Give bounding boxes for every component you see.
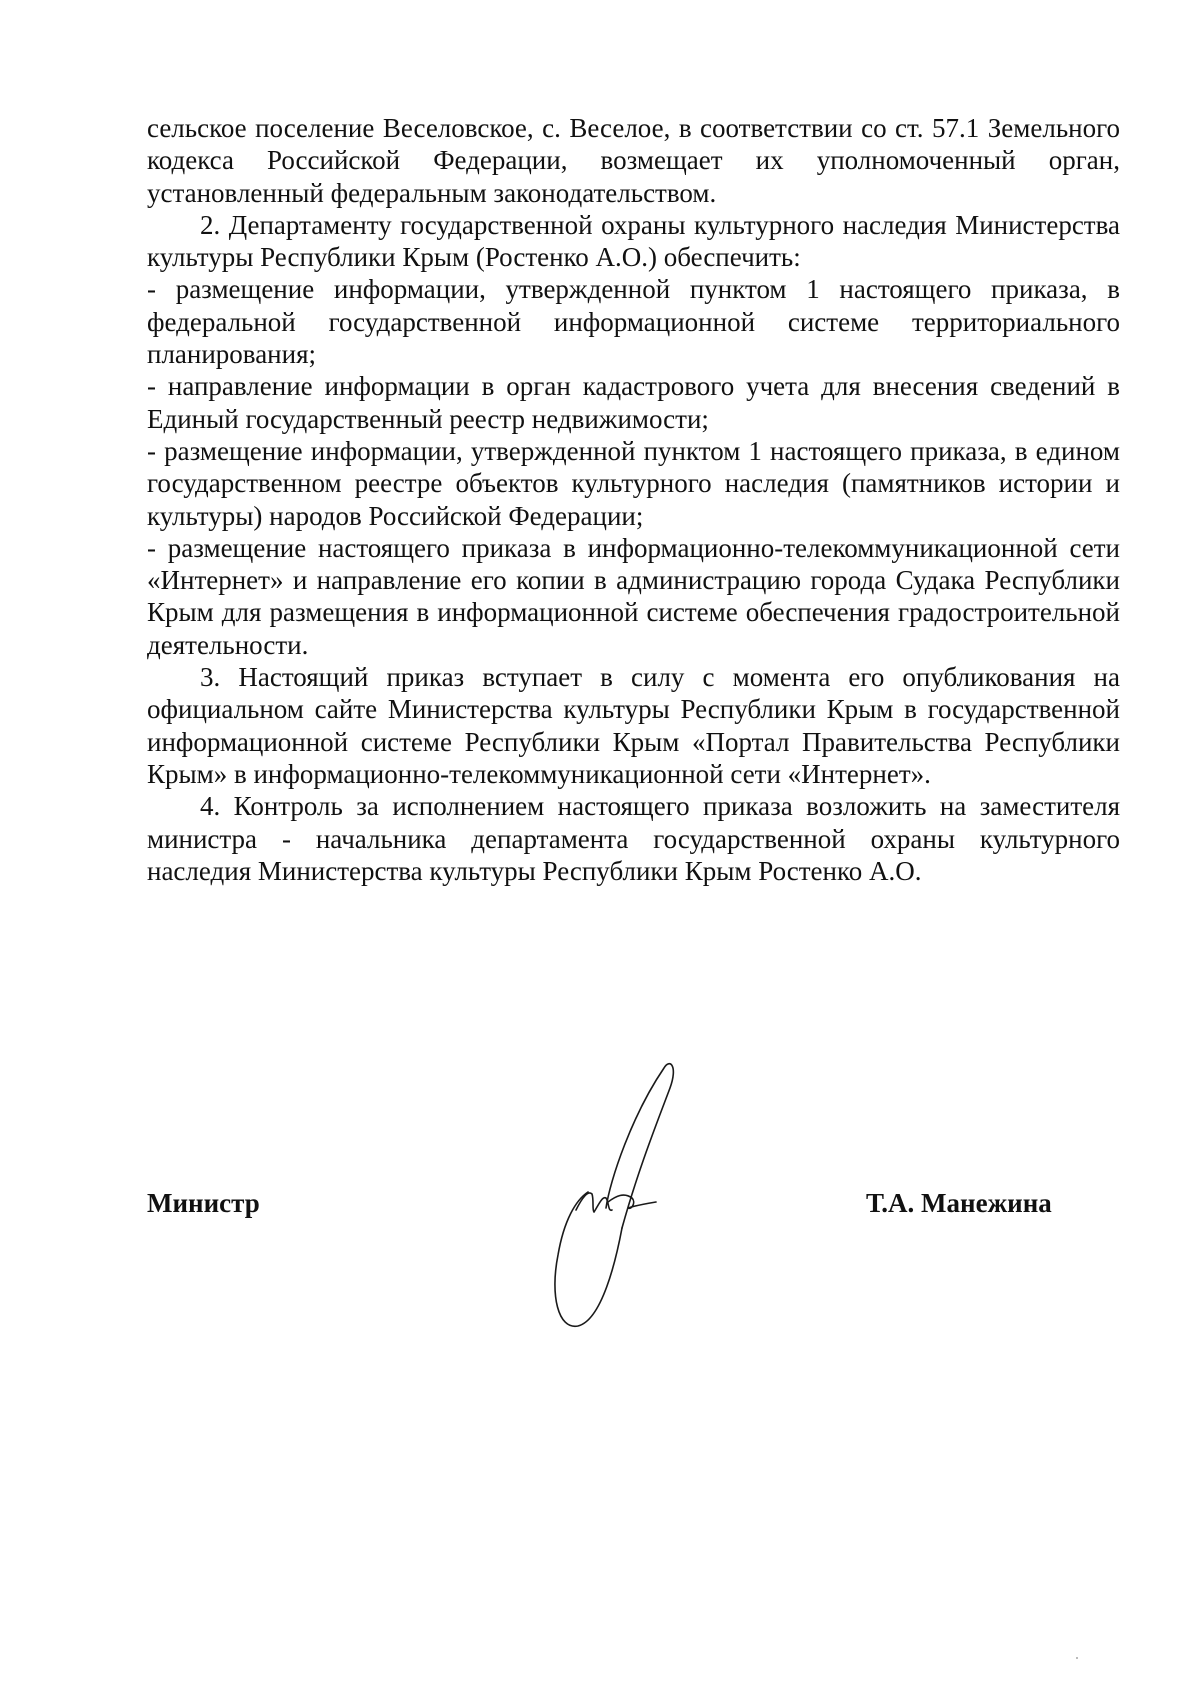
signatory-name: Т.А. Манежина [866,1188,1052,1218]
paragraph-item-3: 3. Настоящий приказ вступает в силу с момента его опубликования на официальном сайте Министерства культуры Республики Крым в государственной информационной системе Республики Крым «Портал Правительства Республики Крым» в информационно-телекоммуникационной сети «Интернет». [147,662,1120,789]
bullet-item-placement-fgis: - размещение информации, утвержденной пунктом 1 настоящего приказа, в федеральной государственной информационной системе территориального планирования; [147,274,1120,370]
paragraph-continuation: сельское поселение Веселовское, с. Веселое, в соответствии со ст. 57.1 Земельного кодекса Российской Федерации, возмещает их уполномоченный орган, установленный федеральным законодательством. [147,113,1120,208]
handwritten-signature [548,1060,728,1330]
scan-speck [1076,1657,1078,1659]
bullet-item-cadastral: - направление информации в орган кадастрового учета для внесения сведений в Единый государственный реестр недвижимости; [147,371,1120,434]
bullet-item-heritage-registry: - размещение информации, утвержденной пунктом 1 настоящего приказа, в едином государственном реестре объектов культурного наследия (памятников истории и культуры) народов Российской Федерации; [147,435,1120,531]
document-body [147,112,1120,887]
paragraph-item-2: 2. Департаменту государственной охраны культурного наследия Министерства культуры Республики Крым (Ростенко А.О.) обеспечить: [147,209,1120,273]
signatory-title: Министр [147,1188,260,1218]
paragraph-item-4: 4. Контроль за исполнением настоящего приказа возложить на заместителя министра - начальника департамента государственной охраны культурного наследия Министерства культуры Республики Крым Ростенко А.О. [147,791,1120,886]
bullet-item-internet-publication: - размещение настоящего приказа в информационно-телекоммуникационной сети «Интернет» и направление его копии в администрацию города Судака Республики Крым для размещения в информационной системе обеспечения градостроительной деятельности. [147,532,1120,660]
